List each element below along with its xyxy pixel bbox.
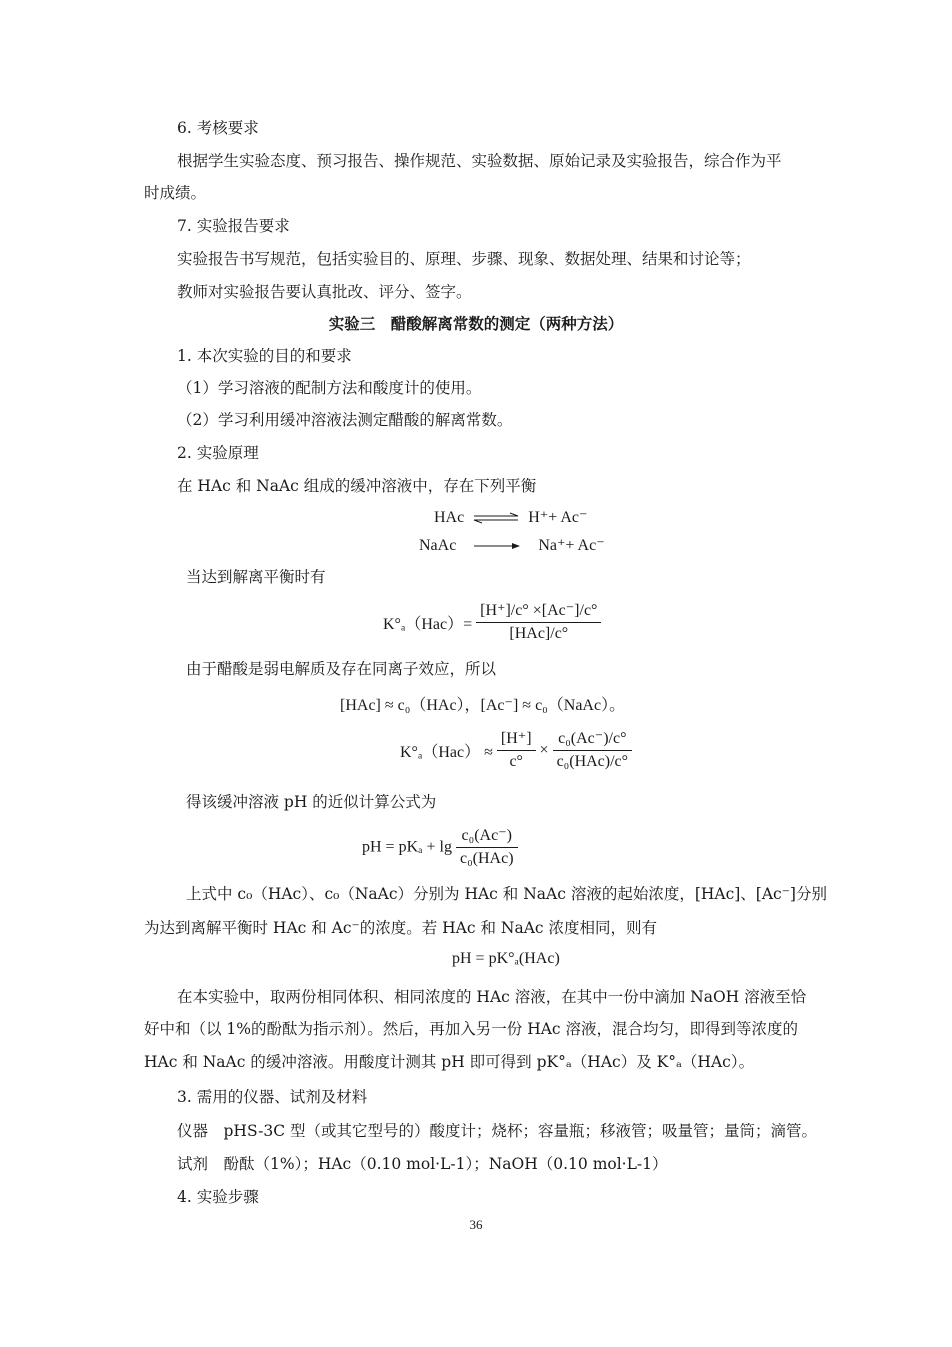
eq-left: K°ₐ（Hac） ≈	[400, 744, 493, 761]
equilibrium-arrow-icon	[472, 512, 520, 524]
right-arrow-icon	[472, 540, 522, 552]
fraction	[553, 728, 633, 773]
ph-formula	[362, 825, 518, 870]
eq-right: H⁺+ Ac⁻	[528, 509, 588, 526]
eq-left: pH = pKₐ + lg	[362, 838, 452, 856]
ph-equal-pka: pH = pK°ₐ(HAc)	[452, 950, 560, 967]
numerator: c₀(Ac⁻)/c°	[553, 728, 633, 751]
ka-equation	[383, 600, 601, 645]
denominator: c°	[509, 753, 523, 770]
page-number: 36	[469, 1217, 483, 1232]
denominator: c₀(HAc)	[459, 850, 514, 867]
section-heading: 3. 需用的仪器、试剂及材料	[177, 1088, 368, 1106]
experiment-title: 实验三 醋酸解离常数的测定（两种方法）	[328, 315, 624, 333]
paragraph-line: 教师对实验报告要认真批改、评分、签字。	[177, 283, 472, 301]
eq-left: HAc	[434, 509, 465, 526]
equilibrium-equation	[434, 507, 587, 527]
times-sign: ×	[539, 741, 549, 759]
section-heading: 4. 实验步骤	[177, 1188, 259, 1206]
paragraph-line: HAc 和 NaAc 的缓冲溶液。用酸度计测其 pH 即可得到 pK°ₐ（HAc）及 K°ₐ（HAc）。	[144, 1053, 755, 1071]
section-heading: 1. 本次实验的目的和要求	[177, 347, 352, 365]
list-item: （2）学习利用缓冲溶液法测定醋酸的解离常数。	[177, 411, 513, 429]
list-item: （1）学习溶液的配制方法和酸度计的使用。	[177, 379, 482, 397]
paragraph-line: 在本实验中，取两份相同体积、相同浓度的 HAc 溶液，在其中一份中滴加 NaOH 溶液至恰	[177, 988, 807, 1006]
paragraph-line: 当达到解离平衡时有	[186, 568, 326, 586]
numerator: c₀(Ac⁻)	[456, 825, 518, 848]
denominator: [HAc]/c°	[509, 625, 569, 642]
section-heading: 7. 实验报告要求	[177, 217, 290, 235]
fraction	[497, 728, 536, 773]
paragraph-line: 得该缓冲溶液 pH 的近似计算公式为	[186, 793, 437, 811]
paragraph-line: 时成绩。	[144, 184, 207, 202]
paragraph-line: 根据学生实验态度、预习报告、操作规范、实验数据、原始记录及实验报告，综合作为平	[177, 152, 782, 170]
fraction	[476, 600, 601, 645]
paragraph-line: 由于醋酸是弱电解质及存在同离子效应，所以	[186, 660, 497, 678]
section-heading: 6. 考核要求	[177, 119, 259, 137]
paragraph-line: 实验报告书写规范，包括实验目的、原理、步骤、现象、数据处理、结果和讨论等；	[177, 250, 751, 268]
section-heading: 2. 实验原理	[177, 444, 259, 462]
fraction	[456, 825, 518, 870]
paragraph-line: 好中和（以 1%的酚酞为指示剂）。然后，再加入另一份 HAc 溶液，混合均匀，即得到等浓度的	[144, 1020, 799, 1038]
paragraph-line: 仪器 pHS-3C 型（或其它型号的）酸度计；烧杯；容量瓶；移液管；吸量管；量筒；滴管。	[177, 1122, 818, 1140]
denominator: c₀(HAc)/c°	[556, 753, 629, 770]
eq-right: Na⁺+ Ac⁻	[538, 537, 605, 554]
paragraph-line: 在 HAc 和 NaAc 组成的缓冲溶液中，存在下列平衡	[177, 477, 537, 495]
paragraph-line: 为达到离解平衡时 HAc 和 Ac⁻的浓度。若 HAc 和 NaAc 浓度相同，则有	[144, 919, 658, 937]
numerator: [H⁺]/c° ×[Ac⁻]/c°	[476, 600, 601, 623]
eq-left: NaAc	[419, 537, 457, 554]
dissociation-equation	[419, 535, 605, 555]
ka-approx-equation	[400, 728, 632, 773]
paragraph-line: 上式中 c₀（HAc）、c₀（NaAc）分别为 HAc 和 NaAc 溶液的起始浓度，[HAc]、[Ac⁻]分别	[186, 885, 827, 903]
eq-left: K°ₐ（Hac）=	[383, 616, 473, 633]
numerator: [H⁺]	[497, 728, 536, 751]
approximation-equation: [HAc] ≈ c₀（HAc），[Ac⁻] ≈ c₀（NaAc）。	[340, 697, 626, 714]
paragraph-line: 试剂 酚酞（1%）；HAc（0.10 mol·L-1）；NaOH（0.10 mol·L-1）	[177, 1155, 668, 1173]
